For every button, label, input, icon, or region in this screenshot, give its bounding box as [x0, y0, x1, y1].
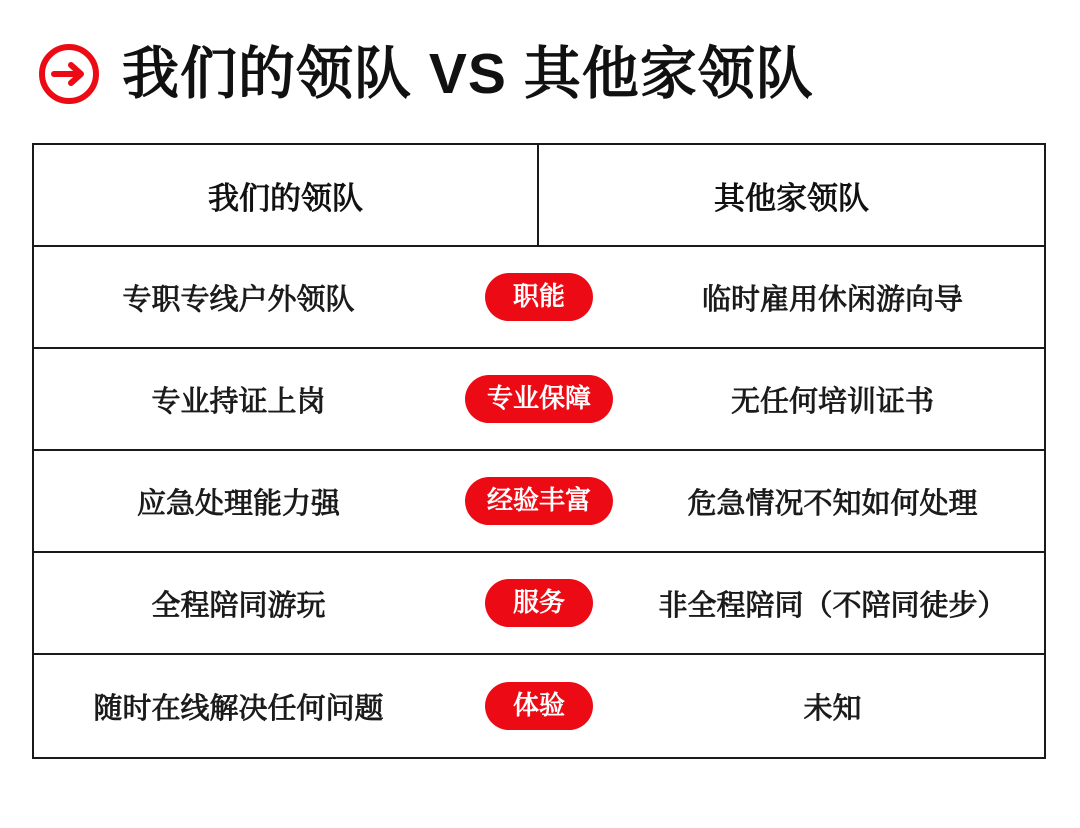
- table-row: [34, 553, 1044, 655]
- table-row: [34, 349, 1044, 451]
- table-row: [34, 451, 1044, 553]
- column-header-ours: 我们的领队: [34, 145, 539, 245]
- column-header-others: 其他家领队: [714, 180, 869, 216]
- table-header-row: [34, 145, 1044, 247]
- status-badge: 服务: [485, 579, 593, 627]
- cell-others: 非全程陪同（不陪同徒步）: [658, 589, 1007, 622]
- cell-others: 未知: [803, 692, 862, 725]
- status-badge: 职能: [485, 273, 593, 321]
- cell-others: 无任何培训证书: [730, 385, 934, 418]
- cell-ours: 专业持证上岗: [151, 385, 326, 418]
- page-title-row: [38, 32, 814, 116]
- status-badge: 经验丰富: [465, 477, 613, 525]
- status-badge: 专业保障: [465, 375, 613, 423]
- arrow-right-circle-icon: [38, 43, 100, 105]
- cell-ours: 随时在线解决任何问题: [93, 692, 384, 725]
- cell-others: 危急情况不知如何处理: [687, 487, 978, 520]
- cell-ours: 全程陪同游玩: [151, 589, 326, 622]
- table-row: [34, 655, 1044, 757]
- table-row: [34, 247, 1044, 349]
- cell-ours: 专职专线户外领队: [122, 283, 355, 316]
- comparison-table: [32, 143, 1046, 759]
- cell-others: 临时雇用休闲游向导: [701, 283, 963, 316]
- page-title: 我们的领队 VS 其他家领队: [122, 41, 814, 106]
- cell-ours: 应急处理能力强: [136, 487, 340, 520]
- status-badge: 体验: [485, 682, 593, 730]
